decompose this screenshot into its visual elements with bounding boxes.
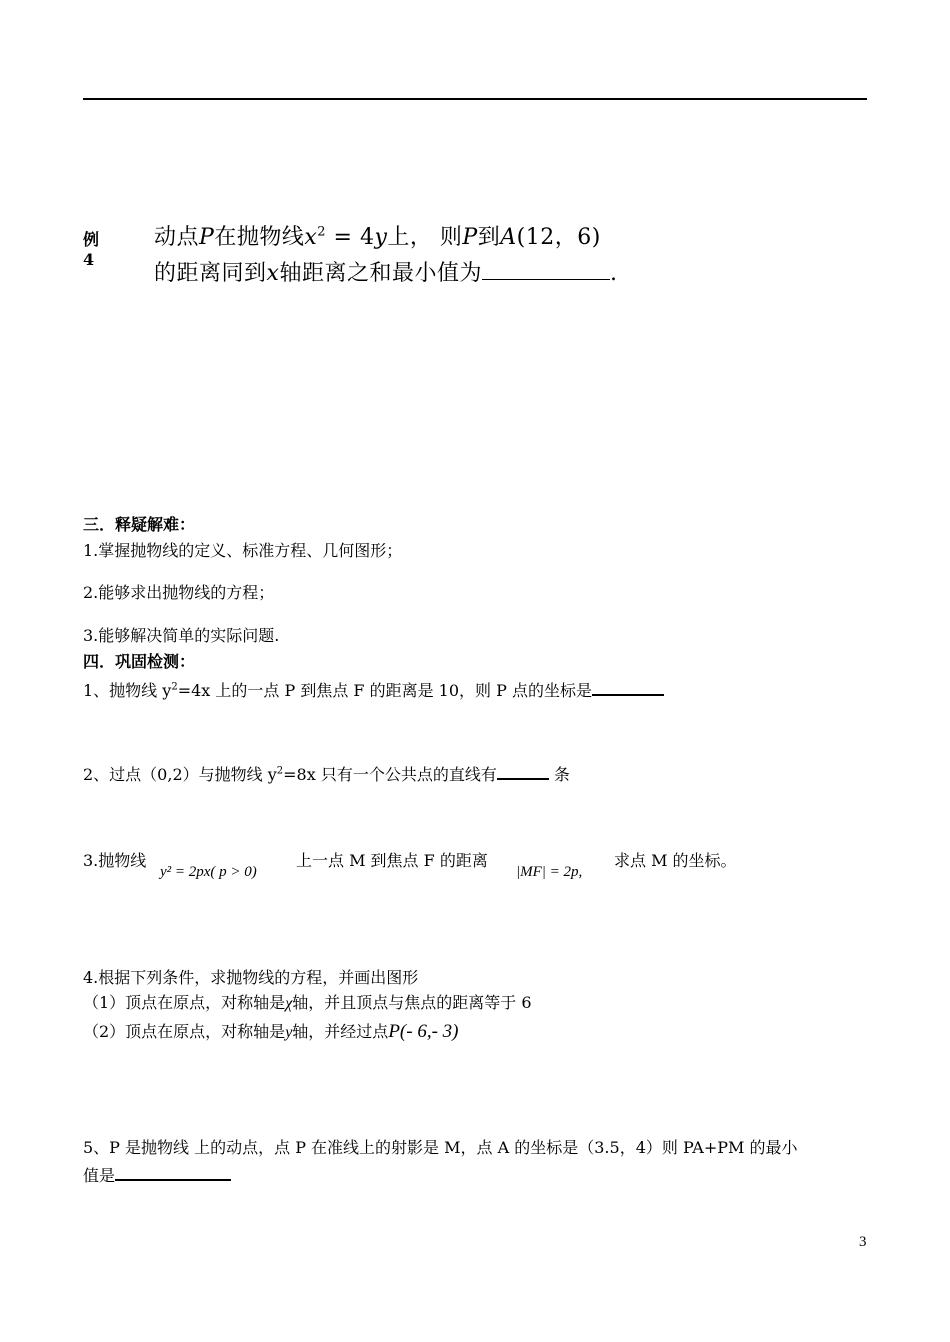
answer-blank[interactable]	[497, 764, 549, 780]
var-a: A	[500, 225, 517, 250]
text-segment: 在抛物线	[214, 225, 305, 250]
question-4: 4.根据下列条件，求抛物线的方程，并画出图形	[83, 968, 419, 987]
section-3-item-2: 2.能够求出抛物线的方程；	[83, 583, 275, 602]
header-rule	[83, 98, 867, 100]
text-segment: 2、过点（0,2）与抛物线 y	[83, 765, 277, 784]
page-number: 3	[859, 1234, 867, 1250]
section-3-item-3: 3.能够解决简单的实际问题.	[83, 626, 280, 645]
text-segment: （2）顶点在原点，对称轴是	[83, 1022, 286, 1041]
answer-blank[interactable]	[115, 1165, 231, 1181]
var-x: x	[304, 225, 318, 250]
answer-blank[interactable]	[482, 261, 610, 280]
example-4-line-2	[154, 256, 617, 287]
period: .	[609, 261, 618, 286]
text-segment: =4x 上的一点 P 到焦点 F 的距离是 10，则 P 点的坐标是	[177, 681, 592, 700]
question-3-c: 求点 M 的坐标。	[614, 851, 737, 870]
var-chi: χ	[285, 995, 293, 1012]
section-3-heading: 三．释疑解难：	[83, 515, 196, 534]
text-segment: （1）顶点在原点，对称轴是	[83, 993, 286, 1012]
point-coords: (12，6)	[516, 225, 601, 250]
question-4-2	[83, 1019, 458, 1043]
answer-blank[interactable]	[592, 680, 664, 696]
question-1	[83, 678, 664, 701]
section-3-item-1: 1.掌握抛物线的定义、标准方程、几何图形；	[83, 541, 403, 560]
var-y: y	[285, 1024, 293, 1041]
text-segment: 轴，并经过点	[292, 1022, 389, 1041]
equals-four: = 4	[326, 225, 375, 250]
var-y: y	[374, 225, 388, 250]
text-segment: 值是	[83, 1166, 116, 1185]
section-4-heading: 四．巩固检测：	[83, 652, 196, 671]
text-segment: 到	[477, 225, 501, 250]
question-3-formula: y² = 2px( p > 0)	[160, 864, 257, 880]
text-segment: 轴，并且顶点与焦点的距离等于 6	[292, 993, 532, 1012]
question-3-b: 上一点 M 到焦点 F 的距离	[296, 851, 488, 870]
exponent: 2	[276, 765, 284, 777]
text-segment: 条	[548, 765, 570, 784]
point-p: P(- 6,- 3)	[388, 1021, 459, 1042]
text-segment: 轴距离之和最小值为	[279, 261, 482, 286]
text-segment: 的距离同到	[154, 261, 267, 286]
text-segment: 1、抛物线 y	[83, 681, 172, 700]
exponent: 2	[317, 224, 327, 240]
example-4-line-1	[154, 220, 601, 251]
question-3-a: 3.抛物线	[83, 851, 147, 870]
var-p: P	[462, 225, 478, 250]
var-p: P	[199, 225, 215, 250]
question-2	[83, 762, 570, 785]
example-4-label: 例 4	[83, 230, 100, 269]
text-segment: 上， 则	[387, 225, 463, 250]
text-segment: =8x 只有一个公共点的直线有	[283, 765, 497, 784]
question-5-line-1: 5、P 是抛物线 上的动点，点 P 在准线上的射影是 M，点 A 的坐标是（3.5，4）则 PA+PM 的最小	[83, 1138, 798, 1157]
text-segment: 动点	[154, 225, 200, 250]
var-x: x	[266, 261, 280, 286]
exponent: 2	[171, 681, 178, 693]
question-3-formula-2: |MF| = 2p,	[516, 864, 583, 880]
question-4-1	[83, 990, 532, 1013]
question-5-line-2	[83, 1163, 231, 1186]
